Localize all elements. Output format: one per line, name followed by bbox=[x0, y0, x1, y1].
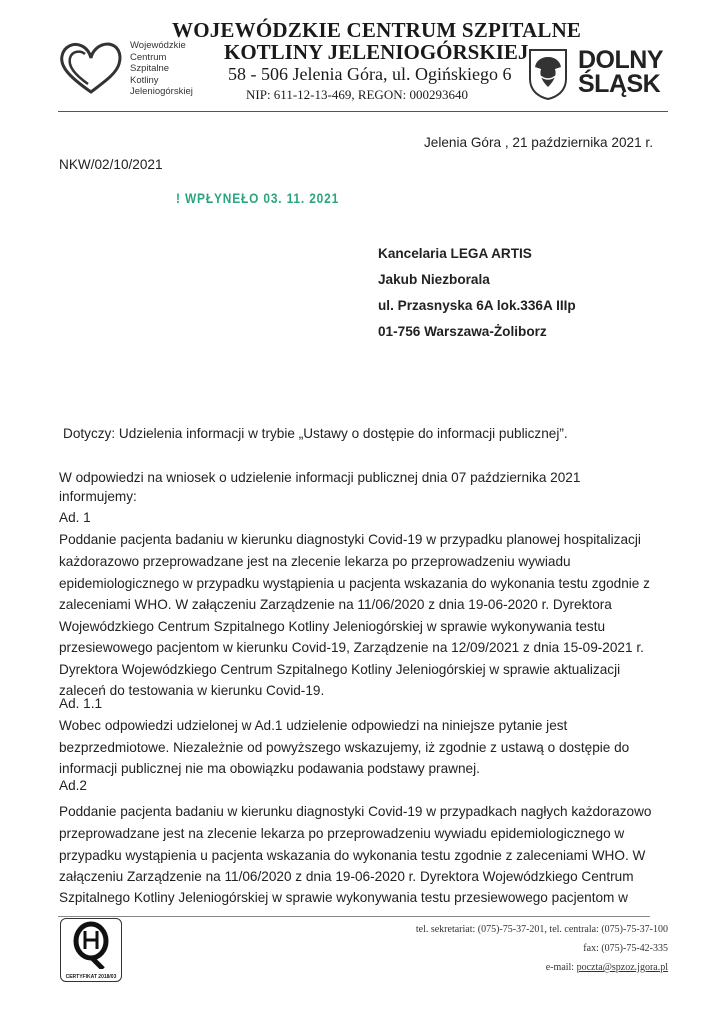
received-stamp: ! WPŁYNEŁO 03. 11. 2021 bbox=[176, 190, 340, 206]
institution-name: WOJEWÓDZKIE CENTRUM SZPITALNE bbox=[172, 18, 582, 42]
body-line: zaleceniami WHO. W załączeniu Zarządzenie na 11/06/2020 z dnia 19-06-2020 r. Dyrektora bbox=[59, 597, 612, 612]
coat-of-arms-icon bbox=[527, 47, 569, 101]
quality-certificate-icon bbox=[60, 918, 122, 982]
institution-name-line2: KOTLINY JELENIOGÓRSKIEJ bbox=[224, 40, 529, 64]
footer-phones: tel. sekretariat: (075)-75-37-201, tel. centrala: (075)-75-37-100 bbox=[415, 924, 668, 935]
logo-text-line: Kotliny bbox=[130, 74, 159, 86]
body-line: każdorazowo przeprowadzane jest na zlecenie lekarza po przeprowadzeniu wywiadu bbox=[59, 554, 571, 569]
footer-divider bbox=[58, 916, 650, 917]
region-logo-line: ŚLĄSK bbox=[578, 70, 661, 98]
logo-text-line: Jeleniogórskiej bbox=[130, 86, 193, 98]
subject: Dotyczy: Udzielenia informacji w trybie „Ustawy o dostępie do informacji publicznej”. bbox=[63, 426, 568, 441]
body-line: Dyrektora Wojewódzkiego Centrum Szpitalnego Kotliny Jeleniogórskiej w sprawie aktualizacji bbox=[59, 662, 621, 677]
body-line: załączeniu Zarządzenie na 11/06/2020 z dnia 19-06-2020 r. Dyrektora Wojewódzkiego Centrum bbox=[59, 869, 634, 884]
body-line: informujemy: bbox=[59, 489, 137, 504]
body-line: Ad. 1 bbox=[59, 510, 91, 525]
logo-text-line: Wojewódzkie bbox=[130, 40, 186, 51]
logo-text-line: Centrum bbox=[130, 51, 167, 63]
body-line: Wobec odpowiedzi udzielonej w Ad.1 udzielenie odpowiedzi na niniejsze pytanie jest bbox=[59, 718, 568, 733]
body-line: Szpitalnego Kotliny Jeleniogórskiej w sprawie wykonywania testu przesiewowego pacjentom w bbox=[59, 890, 628, 905]
body-line: Poddanie pacjenta badaniu w kierunku diagnostyki Covid-19 w przypadku planowej hospitalizacji bbox=[59, 532, 641, 547]
footer-fax: fax: (075)-75-42-335 bbox=[583, 943, 668, 954]
recipient-line: 01-756 Warszawa-Żoliborz bbox=[378, 324, 547, 339]
email-label: e-mail: bbox=[545, 962, 577, 973]
body-line: W odpowiedzi na wniosek o udzielenie informacji publicznej dnia 07 października 2021 bbox=[59, 470, 581, 485]
recipient-line: Jakub Niezborala bbox=[378, 272, 490, 287]
body-line: bezprzedmiotowe. Niezależnie od powyższego wskazujemy, iż zgodnie z ustawą o dostępie do bbox=[59, 740, 630, 755]
body-line: informacji publicznej nie ma obowiązku podawania podstawy prawnej. bbox=[59, 761, 480, 776]
region-logo-line: DOLNY bbox=[578, 46, 663, 74]
header-divider bbox=[58, 111, 668, 112]
body-line: Poddanie pacjenta badaniu w kierunku diagnostyki Covid-19 w przypadkach nagłych każdorazowo bbox=[59, 804, 652, 819]
logo-text bbox=[130, 40, 193, 98]
heart-logo-icon bbox=[58, 40, 124, 96]
recipient-line: Kancelaria LEGA ARTIS bbox=[378, 246, 532, 261]
body-line: Wojewódzkiego Centrum Szpitalnego Kotliny Jeleniogórskiej w sprawie wykonywania testu bbox=[59, 619, 606, 634]
body-line: Ad.2 bbox=[59, 778, 87, 793]
institution-address: 58 - 506 Jelenia Góra, ul. Ogińskiego 6 bbox=[228, 64, 512, 84]
reference-number: NKW/02/10/2021 bbox=[59, 157, 163, 172]
logo-text-line: Szpitalne bbox=[130, 63, 170, 75]
footer-email bbox=[546, 962, 668, 973]
body-line: zaleceń do testowania w kierunku Covid-19. bbox=[59, 683, 325, 698]
recipient-line: ul. Przasnyska 6A lok.336A IIIp bbox=[378, 298, 576, 313]
body-line: Ad. 1.1 bbox=[59, 696, 103, 711]
institution-ids: NIP: 611-12-13-469, REGON: 000293640 bbox=[246, 87, 468, 102]
region-logo bbox=[578, 48, 663, 96]
certificate-label: CERTYFIKAT 2018/03 bbox=[65, 974, 117, 980]
email-link[interactable]: poczta@spzoz.jgora.pl bbox=[576, 962, 668, 973]
body-line: przypadku wystąpienia u pacjenta wskazania do wykonania testu zgodnie z zaleceniami WHO. W bbox=[59, 848, 646, 863]
body-line: przeprowadzane jest na zlecenie lekarza po przeprowadzeniu wywiadu epidemiologicznego w bbox=[59, 826, 625, 841]
place-date: Jelenia Góra , 21 października 2021 r. bbox=[424, 135, 653, 150]
body-line: epidemiologicznego w przypadku wystąpienia u pacjenta wskazania do wykonania testu zgodnie z bbox=[59, 576, 650, 591]
body-line: przesiewowego pacjentom w kierunku Covid-19, Zarządzenie na 12/09/2021 z dnia 15-09-2021 r. bbox=[59, 640, 644, 655]
